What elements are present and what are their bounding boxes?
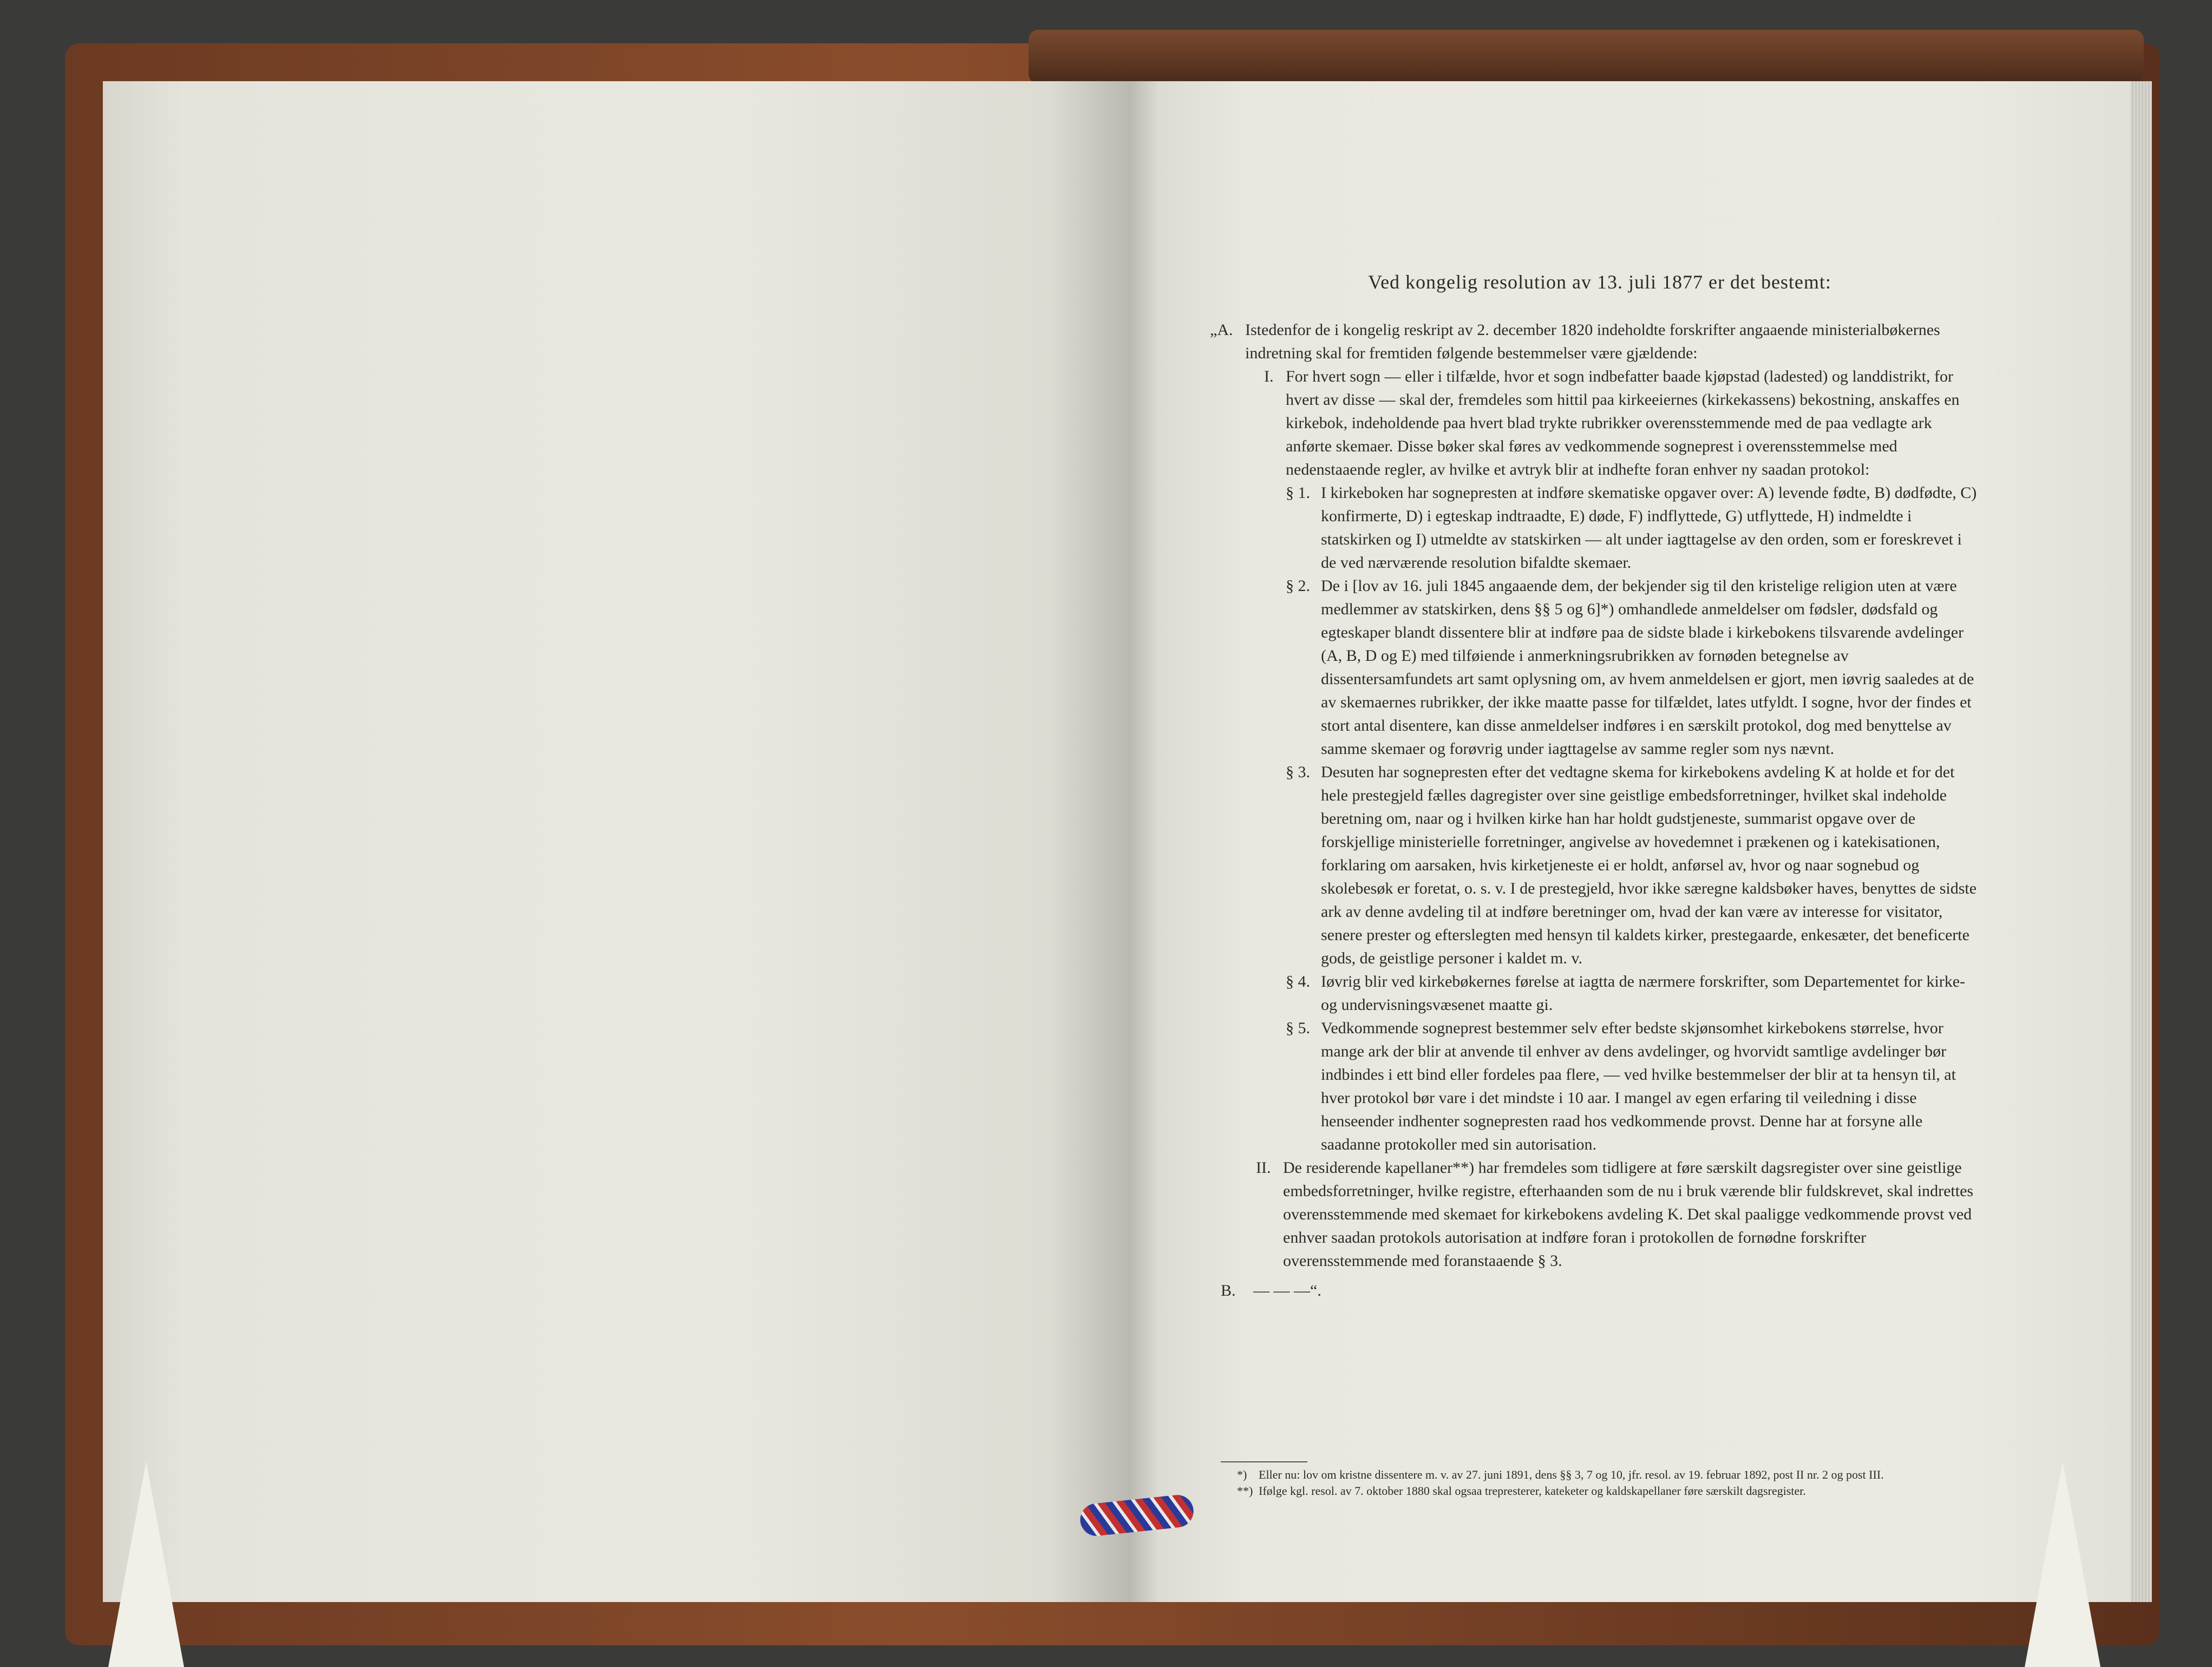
paragraph-5 <box>1286 1016 1979 1156</box>
footnote-rule <box>1221 1461 1307 1462</box>
paragraph-1-label: § 1. <box>1286 484 1310 502</box>
part-1-text: For hvert sogn — eller i tilfælde, hvor et sogn indbefatter baade kjøpstad (ladested) og landdistrikt, for hvert av disse — skal der, fremdeles som hittil paa kirkeeiernes (kirkekassens) bekostning, anskaffes en kirkebok, indeholdende paa hvert blad trykte rubrikker overensstemmende med de paa vedlagte ark anførte skemaer. Disse bøker skal føres av vedkommende sogneprest i overensstemmelse med nedenstaaende regler, av hvilke et avtryk blir at indhefte foran enhver ny saadan protokol: <box>1286 367 1960 478</box>
section-b-label: B. <box>1221 1282 1236 1300</box>
part-2-text: De residerende kapellaner**) har fremdeles som tidligere at føre særskilt dagsregister over sine geistlige embedsforretninger, hvilke registre, efterhaanden som de nu i bruk værende blir fuldskrevet, skal indrettes overensstemmende med skemaet for kirkebokens avdeling K. Det skal paaligge vedkommende provst ved enhver saadan protokols autorisation at indføre foran i protokollen de fornødne forskrifter overensstemmende med foranstaaende § 3. <box>1283 1159 1974 1270</box>
footnote-2-mark: **) <box>1237 1484 1253 1498</box>
part-2-label: II. <box>1256 1159 1271 1177</box>
footnote-2 <box>1237 1483 1946 1499</box>
section-b <box>1221 1279 1979 1302</box>
paragraph-2-text: De i [lov av 16. juli 1845 angaaende dem, der bekjender sig til den kristelige religion uten at være medlemmer av statskirken, dens §§ 5 og 6]*) omhandlede anmeldelser om fødsler, dødsfald og egteskaper blandt dissentere blir at indføre paa de sidste blade i kirkebokens tilsvarende avdelinger (A, B, D og E) med tilføiende i anmerkningsrubrikken av fornøden betegnelse av dissentersamfundets art samt oplysning om, av hvem anmeldelsen er gjort, men iøvrig saaledes at de av skemaernes rubrikker, der ikke maatte passe for tilfældet, lates utfyldt. I sogne, hvor der findes et stort antal disentere, kan disse anmeldelser indføres i en særskilt protokol, dog med benyttelse av samme skemaer og forøvrig under iagttagelse av samme regler som nys nævnt. <box>1321 577 1974 758</box>
paragraph-4 <box>1286 970 1979 1016</box>
footnote-2-text: Ifølge kgl. resol. av 7. oktober 1880 skal ogsaa trepresterer, kateketer og kaldskapellaner føre særskilt dagsregister. <box>1259 1484 1806 1498</box>
page-edge <box>2130 81 2152 1602</box>
section-a-text: Istedenfor de i kongelig reskript av 2. december 1820 indeholdte forskrifter angaaende ministerialbøkernes indretning skal for fremtiden følgende bestemmelser være gjældende: <box>1245 321 1940 362</box>
paragraph-2 <box>1286 574 1979 760</box>
paragraph-3 <box>1286 760 1979 970</box>
part-1 <box>1264 365 1979 481</box>
part-2 <box>1256 1156 1979 1272</box>
paragraph-2-label: § 2. <box>1286 577 1310 595</box>
paragraph-4-label: § 4. <box>1286 973 1310 990</box>
footnote-1-text: Eller nu: lov om kristne dissentere m. v. av 27. juni 1891, dens §§ 3, 7 og 10, jfr. resol. av 19. februar 1892, post II nr. 2 og post III. <box>1259 1468 1884 1481</box>
page-holder-right <box>2025 1461 2100 1667</box>
book-spine-top <box>1029 30 2144 84</box>
section-a-label: „A. <box>1210 321 1233 339</box>
section-b-text: — — —“. <box>1253 1282 1321 1300</box>
paragraph-5-label: § 5. <box>1286 1019 1310 1037</box>
paragraph-4-text: Iøvrig blir ved kirkebøkernes førelse at iagtta de nærmere forskrifter, som Departementet for kirke- og undervisningsvæsenet maatte gi. <box>1321 973 1966 1014</box>
footnote-1 <box>1237 1467 1946 1483</box>
page-heading: Ved kongelig resolution av 13. juli 1877 er det bestemt: <box>1368 271 1831 293</box>
regulation-text <box>1210 271 1979 1302</box>
section-a <box>1210 318 1979 365</box>
footnotes <box>1237 1467 1946 1499</box>
paragraph-3-text: Desuten har sognepresten efter det vedtagne skema for kirkebokens avdeling K at holde et for det hele prestegjeld fælles dagregister over sine geistlige embedsforretninger, hvilket skal indeholde beretning om, naar og i hvilken kirke han har holdt gudstjeneste, summarist opgave over de forskjellige ministerielle forretninger, angivelse av hovedemnet i prækenen og i katekisationen, forklaring om aarsaken, hvis kirketjeneste ei er holdt, anførsel av, hvor og naar sognebud og skolebesøk er foretat, o. s. v. I de prestegjeld, hvor ikke særegne kaldsbøker haves, benyttes de sidste ark av denne avdeling til at indføre beretninger om, hvad der kan være av interesse for visitator, senere prester og efterslegten med hensyn til kaldets kirker, prestegaarde, enkesæter, det beneficerte gods, de geistlige personer i kaldet m. v. <box>1321 763 1977 967</box>
part-1-label: I. <box>1264 367 1274 385</box>
paragraph-1 <box>1286 481 1979 574</box>
footnote-1-mark: *) <box>1237 1468 1247 1481</box>
left-page <box>103 81 1131 1602</box>
paragraph-1-text: I kirkeboken har sognepresten at indføre skematiske opgaver over: A) levende fødte, B) dødfødte, C) konfirmerte, D) i egteskap indtraadte, E) døde, F) indflyttede, G) utflyttede, H) indmeldte i statskirken og I) utmeldte av statskirken — alt under iagttagelse av den orden, som er foreskrevet i de ved nærværende resolution bifaldte skemaer. <box>1321 484 1977 572</box>
paragraph-3-label: § 3. <box>1286 763 1310 781</box>
paragraph-5-text: Vedkommende sogneprest bestemmer selv efter bedste skjønsomhet kirkebokens størrelse, hvor mange ark der blir at anvende til enhver av dens avdelinger, og hvorvidt samtlige avdelinger bør indbindes i ett bind eller fordeles paa flere, — ved hvilke bestemmelser der blir at ta hensyn til, at hver protokol bør vare i det mindste i 10 aar. I mangel av egen erfaring til veiledning i disse henseender indhenter sognepresten raad hos vedkommende provst. Denne har at forsyne alle saadanne protokoller med sin autorisation. <box>1321 1019 1956 1153</box>
page-holder-left <box>108 1461 184 1667</box>
